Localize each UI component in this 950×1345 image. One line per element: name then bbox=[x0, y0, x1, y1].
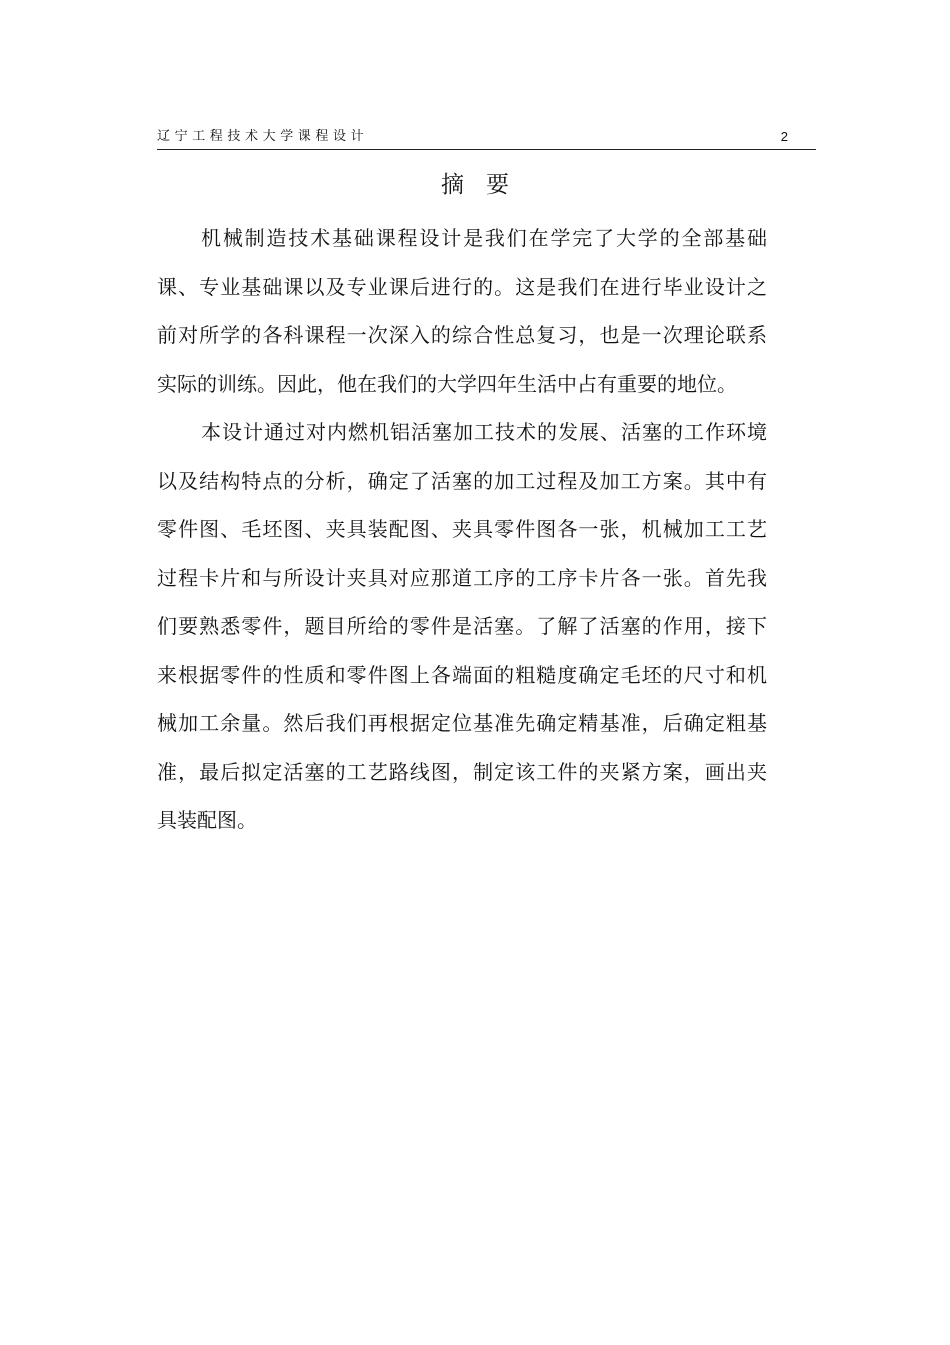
text-line: 本设计通过对内燃机铝活塞加工技术的发展、活塞的工作环境 bbox=[201, 420, 767, 444]
abstract-body bbox=[157, 214, 767, 845]
text-line: 前对所学的各科课程一次深入的综合性总复习，也是一次理论联系 bbox=[157, 323, 767, 347]
text-line: 准，最后拟定活塞的工艺路线图，制定该工件的夹紧方案，画出夹 bbox=[157, 759, 767, 784]
text-line: 实际的训练。因此，他在我们的大学四年生活中占有重要的地位。 bbox=[157, 371, 737, 396]
paragraph-2 bbox=[157, 408, 767, 845]
text-line: 具装配图。 bbox=[157, 808, 257, 832]
page-header bbox=[157, 127, 816, 150]
page-number: 2 bbox=[780, 129, 788, 144]
text-line: 械加工余量。然后我们再根据定位基准先确定精基准，后确定粗基 bbox=[157, 711, 767, 735]
text-line: 零件图、毛坯图、夹具装配图、夹具零件图各一张，机械加工工艺 bbox=[157, 517, 767, 541]
text-line: 课、专业基础课以及专业课后进行的。这是我们在进行毕业设计之 bbox=[157, 274, 767, 299]
text-line: 过程卡片和与所设计夹具对应那道工序的工序卡片各一张。首先我 bbox=[157, 565, 767, 590]
section-title: 摘要 bbox=[441, 172, 531, 198]
text-line: 机械制造技术基础课程设计是我们在学完了大学的全部基础 bbox=[201, 226, 767, 250]
header-title: 辽宁工程技术大学课程设计 bbox=[157, 129, 369, 144]
text-line: 来根据零件的性质和零件图上各端面的粗糙度确定毛坯的尺寸和机 bbox=[157, 662, 767, 687]
text-line: 以及结构特点的分析，确定了活塞的加工过程及加工方案。其中有 bbox=[157, 468, 767, 493]
paragraph-1 bbox=[157, 214, 767, 408]
text-line: 们要熟悉零件，题目所给的零件是活塞。了解了活塞的作用，接下 bbox=[157, 614, 767, 638]
